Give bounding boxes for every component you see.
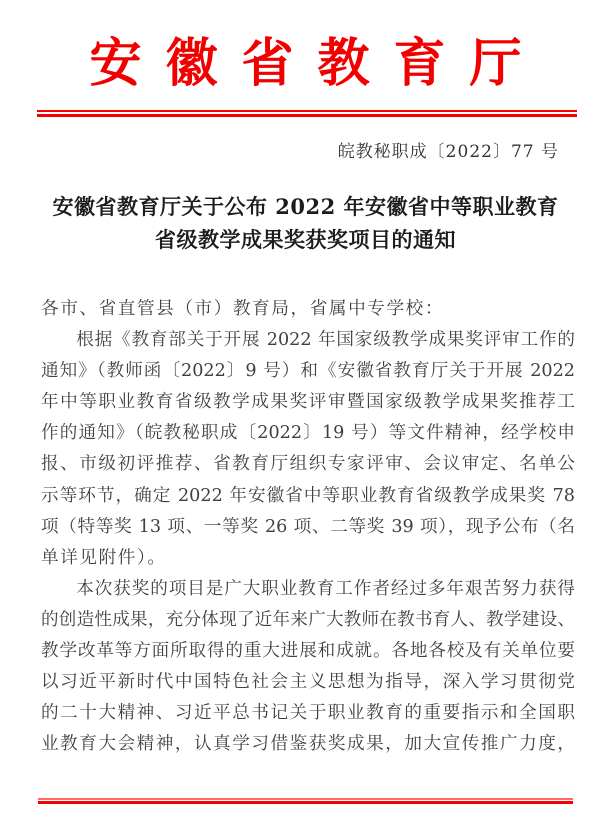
body-line: 通知》（教师函〔2022〕9 号）和《安徽省教育厅关于开展 2022 <box>41 361 575 382</box>
letterhead-org-name: 安徽省教育厅 <box>89 33 546 94</box>
body-line: 根据《教育部关于开展 2022 年国家级教学成果奖评审工作的 <box>76 330 575 351</box>
page-bottom-double-rule <box>38 798 573 804</box>
document-title-line-2: 省级教学成果奖获奖项目的通知 <box>155 227 456 252</box>
body-line: 业教育大会精神，认真学习借鉴获奖成果，加大宣传推广力度， <box>41 734 575 755</box>
body-line: 报、市级初评推荐、省教育厅组织专家评审、会议审定、名单公 <box>41 454 575 475</box>
body-line: 的创造性成果，充分体现了近年来广大教师在教书育人、教学建设、 <box>41 609 575 630</box>
body-line: 以习近平新时代中国特色社会主义思想为指导，深入学习贯彻党 <box>41 672 575 693</box>
body-line: 单详见附件）。 <box>41 547 167 568</box>
body-line: 的二十大精神、习近平总书记关于职业教育的重要指示和全国职 <box>41 703 575 724</box>
salutation-line: 各市、省直管县（市）教育局，省属中专学校： <box>41 299 445 319</box>
body-line: 教学改革等方面所取得的重大进展和成就。各地各校及有关单位要 <box>41 641 575 662</box>
document-title <box>30 190 581 256</box>
body-line: 年中等职业教育省级教学成果奖评审暨国家级教学成果奖推荐工 <box>41 392 575 413</box>
letterhead-double-rule <box>37 110 577 117</box>
document-reference-number: 皖教秘职成〔2022〕77 号 <box>337 142 559 162</box>
rule-thick-line <box>38 801 573 804</box>
document-body <box>41 294 575 760</box>
rule-thick-line <box>37 114 577 117</box>
body-line: 本次获奖的项目是广大职业教育工作者经过多年艰苦努力获得 <box>76 578 575 599</box>
body-line: 项（特等奖 13 项、一等奖 26 项、二等奖 39 项），现予公布（名 <box>41 516 575 537</box>
body-line: 示等环节，确定 2022 年安徽省中等职业教育省级教学成果奖 78 <box>41 485 575 506</box>
document-title-line-1: 安徽省教育厅关于公布 2022 年安徽省中等职业教育 <box>52 194 559 219</box>
body-line: 作的通知》（皖教秘职成〔2022〕19 号）等文件精神，经学校申 <box>41 423 575 444</box>
